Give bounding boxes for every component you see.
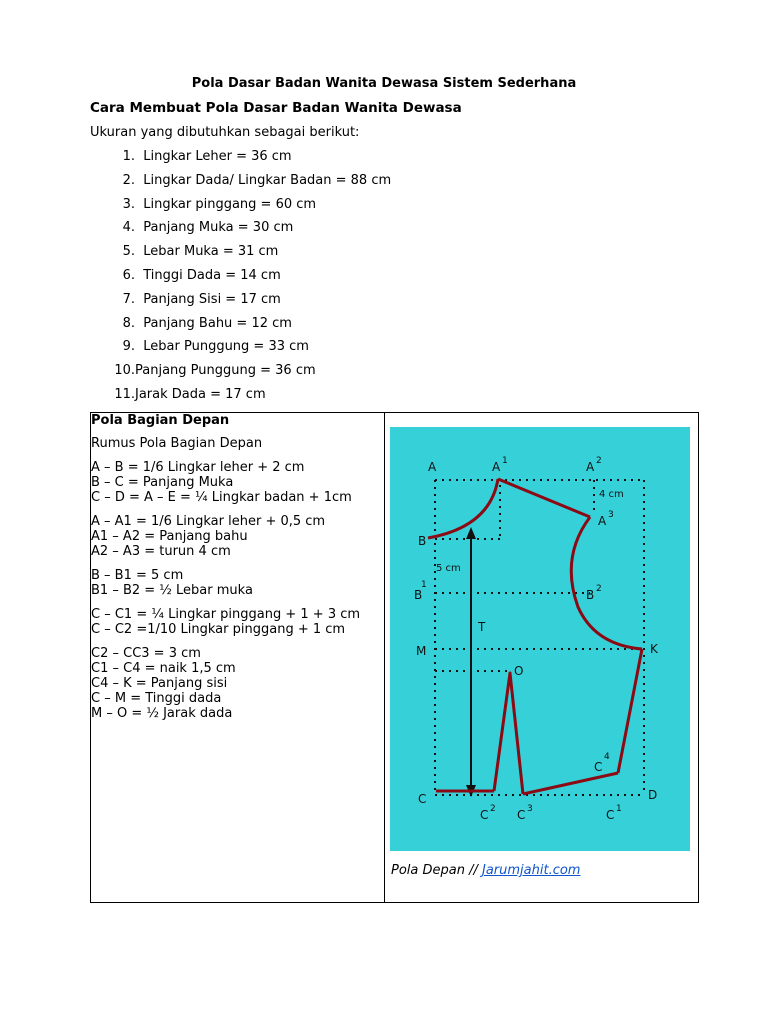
list-item: 11.Jarak Dada = 17 cm (114, 386, 266, 402)
label-T: T (478, 620, 486, 634)
source-link[interactable]: Jarumjahit.com (482, 863, 581, 878)
formula-line: C – C1 = ¼ Lingkar pinggang + 1 + 3 cm (91, 607, 361, 622)
label-C3: C (517, 808, 526, 822)
list-item: 10.Panjang Punggung = 36 cm (114, 363, 316, 379)
formula-line: C – C2 =1/10 Lingkar pinggang + 1 cm (91, 622, 346, 637)
formula-line: B1 – B2 = ½ Lebar muka (91, 583, 253, 598)
label-C4-sup: 4 (604, 752, 610, 762)
formula-group (91, 646, 384, 721)
list-item: 3. Lingkar pinggang = 60 cm (122, 196, 317, 212)
formula-line: C1 – C4 = naik 1,5 cm (91, 661, 236, 676)
label-M: M (416, 644, 427, 658)
formula-line: C4 – K = Panjang sisi (91, 676, 228, 691)
label-C3-sup: 3 (527, 804, 533, 814)
list-item: 1. Lingkar Leher = 36 cm (122, 149, 292, 164)
formula-line: A – A1 = 1/6 Lingkar leher + 0,5 cm (91, 514, 326, 529)
arrow-head-up (466, 527, 476, 539)
formula-line: A1 – A2 = Panjang bahu (91, 529, 248, 544)
label-B1-sup: 1 (421, 580, 427, 590)
label-A1: A (492, 460, 501, 474)
formula-title: Rumus Pola Bagian Depan (91, 436, 263, 451)
pattern-table (90, 412, 699, 903)
label-4cm: 4 cm (599, 489, 624, 500)
label-D: D (648, 788, 658, 802)
formula-line: B – C = Panjang Muka (91, 475, 234, 490)
label-B1: B (414, 588, 423, 602)
label-C1: C (606, 808, 615, 822)
list-item: 9. Lebar Punggung = 33 cm (122, 339, 309, 355)
label-5cm: 5 cm (436, 563, 461, 574)
formula-line: C – D = A – E = ¼ Lingkar badan + 1cm (91, 490, 352, 505)
intro-text: Ukuran yang dibutuhkan sebagai berikut: (90, 125, 360, 140)
formula-line: A – B = 1/6 Lingkar leher + 2 cm (91, 460, 305, 475)
label-K: K (650, 642, 658, 656)
label-O: O (514, 664, 524, 678)
formula-group (91, 514, 384, 559)
list-item: 4. Panjang Muka = 30 cm (122, 220, 294, 236)
list-item: 6. Tinggi Dada = 14 cm (122, 267, 281, 283)
list-item: 2. Lingkar Dada/ Lingkar Badan = 88 cm (122, 172, 392, 188)
label-B2: B (586, 588, 595, 602)
label-A2-sup: 2 (596, 456, 602, 466)
pattern-outline (428, 479, 642, 794)
label-C1-sup: 1 (616, 804, 622, 814)
list-item: 5. Lebar Muka = 31 cm (122, 244, 279, 260)
formula-line: B – B1 = 5 cm (91, 568, 184, 583)
list-item: 8. Panjang Bahu = 12 cm (122, 315, 292, 331)
section-heading: Pola Bagian Depan (91, 413, 230, 428)
formula-line: C – M = Tinggi dada (91, 691, 222, 706)
label-A: A (428, 460, 437, 474)
label-B: B (418, 534, 427, 548)
label-C: C (418, 792, 427, 806)
formula-line: A2 – A3 = turun 4 cm (91, 544, 231, 559)
figure-cell (385, 413, 699, 903)
label-A2: A (586, 460, 595, 474)
formula-group (91, 568, 384, 598)
label-B2-sup: 2 (596, 584, 602, 594)
formula-cell (91, 413, 385, 903)
label-C4: C (594, 760, 603, 774)
formula-line: C2 – CC3 = 3 cm (91, 646, 201, 661)
label-C2: C (480, 808, 489, 822)
pattern-drawing (390, 427, 690, 851)
document-title: Pola Dasar Badan Wanita Dewasa Sistem Sederhana (191, 76, 577, 91)
formula-group (91, 460, 384, 505)
figure-caption: Pola Depan // Jarumjahit.com (391, 863, 581, 878)
dotted-guides (435, 480, 644, 795)
label-A1-sup: 1 (502, 456, 508, 466)
label-A3-sup: 3 (608, 510, 614, 520)
pattern-figure (390, 427, 690, 851)
label-C2-sup: 2 (490, 804, 496, 814)
document-subtitle: Cara Membuat Pola Dasar Badan Wanita Dewasa (90, 100, 462, 116)
formula-group (91, 607, 384, 637)
formula-line: M – O = ½ Jarak dada (91, 706, 233, 721)
measurement-list (90, 148, 391, 410)
list-item: 7. Panjang Sisi = 17 cm (122, 291, 281, 307)
label-A3: A (598, 514, 607, 528)
